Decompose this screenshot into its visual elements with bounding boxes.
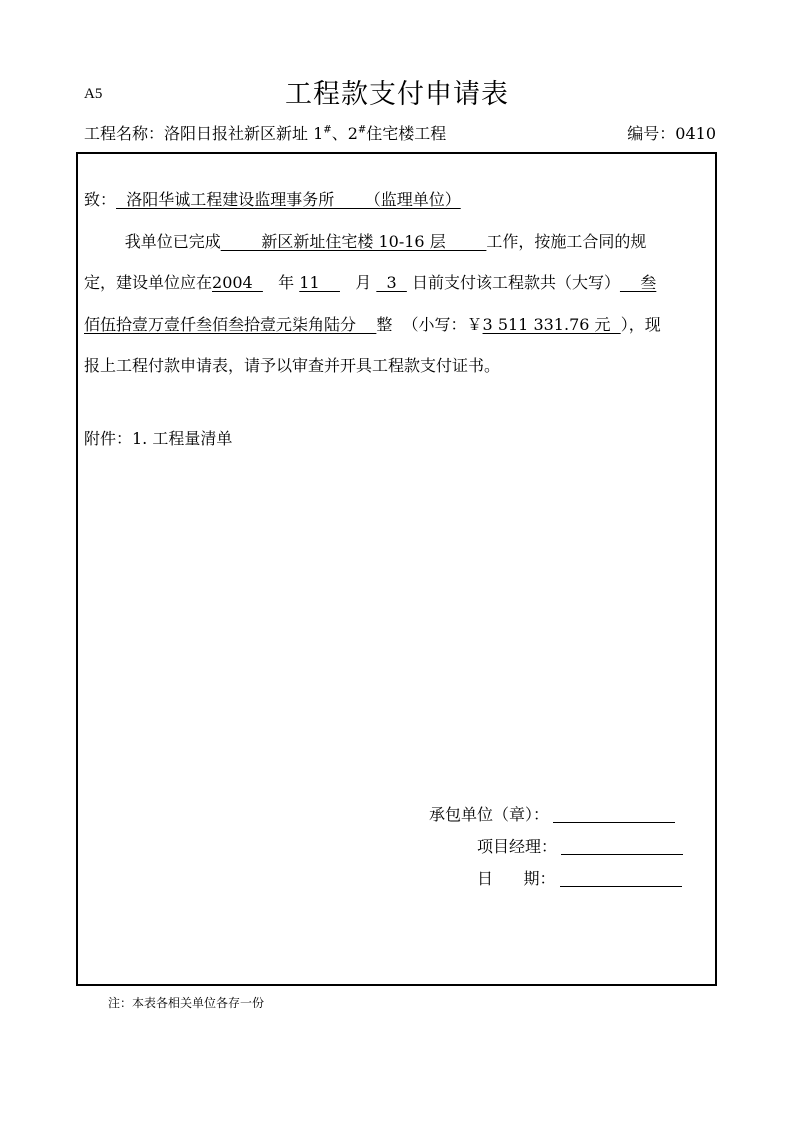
p3-text-c: ），现 bbox=[620, 315, 661, 334]
project-name-post: 住宅楼工程 bbox=[366, 124, 447, 143]
p3-text-b: 整 （小写：￥ bbox=[376, 315, 483, 334]
page-title: 工程款支付申请表 bbox=[285, 79, 509, 110]
addressee-value: 洛阳华诚工程建设监理事务所 （监理单位） bbox=[116, 190, 461, 209]
contractor-signature-field[interactable] bbox=[553, 806, 675, 823]
to-label: 致： bbox=[84, 190, 117, 209]
contractor-label: 承包单位（章）： bbox=[429, 805, 550, 824]
payment-month: 11 bbox=[299, 273, 340, 292]
building-mark-2: # bbox=[357, 124, 367, 136]
amount-words-rest: 佰伍拾壹万壹仟叁佰叁拾壹元柒角陆分 bbox=[84, 315, 377, 334]
p2-text-b: 日前支付该工程款共（大写） bbox=[406, 273, 620, 292]
contractor-signature-row bbox=[429, 802, 675, 825]
payment-year: 2004 bbox=[212, 273, 263, 292]
amount-words-start: 叁 bbox=[619, 273, 657, 292]
building-mark-1: # bbox=[323, 124, 332, 136]
month-label: 月 bbox=[339, 273, 377, 292]
manager-signature-field[interactable] bbox=[561, 838, 683, 855]
project-name-mid: 、2 bbox=[331, 124, 358, 143]
form-code: A5 bbox=[84, 86, 103, 102]
manager-signature-row bbox=[477, 834, 683, 857]
date-row bbox=[477, 866, 682, 889]
p1-text-a: 我单位已完成 bbox=[84, 232, 221, 251]
p2-text-a: 定，建设单位应在 bbox=[84, 273, 213, 292]
manager-label: 项目经理： bbox=[477, 837, 558, 856]
paragraph-line-3 bbox=[84, 312, 661, 335]
project-name-row bbox=[84, 121, 446, 144]
addressee-line bbox=[84, 187, 461, 210]
p1-text-b: 工作，按施工合同的规 bbox=[486, 232, 647, 251]
date-field[interactable] bbox=[560, 870, 682, 887]
form-number bbox=[627, 121, 716, 144]
project-name-pre: 洛阳日报社新区新址 1 bbox=[164, 124, 324, 143]
paragraph-line-4: 报上工程付款申请表，请予以审查并开具工程款支付证书。 bbox=[84, 356, 501, 375]
attachment-line: 附件：1. 工程量清单 bbox=[84, 429, 233, 448]
payment-day: 3 bbox=[376, 273, 407, 292]
number-value: 0410 bbox=[675, 124, 716, 143]
paragraph-line-2 bbox=[84, 270, 656, 293]
number-label: 编号： bbox=[627, 124, 676, 143]
footer-note: 注：本表各相关单位各存一份 bbox=[108, 996, 265, 1010]
year-label: 年 bbox=[262, 273, 300, 292]
amount-figures: 3 511 331.76 元 bbox=[482, 315, 621, 334]
date-label: 日 期： bbox=[477, 869, 556, 888]
work-description: 新区新址住宅楼 10-16 层 bbox=[220, 232, 487, 251]
paragraph-line-1 bbox=[84, 229, 646, 252]
project-label: 工程名称： bbox=[84, 124, 165, 143]
